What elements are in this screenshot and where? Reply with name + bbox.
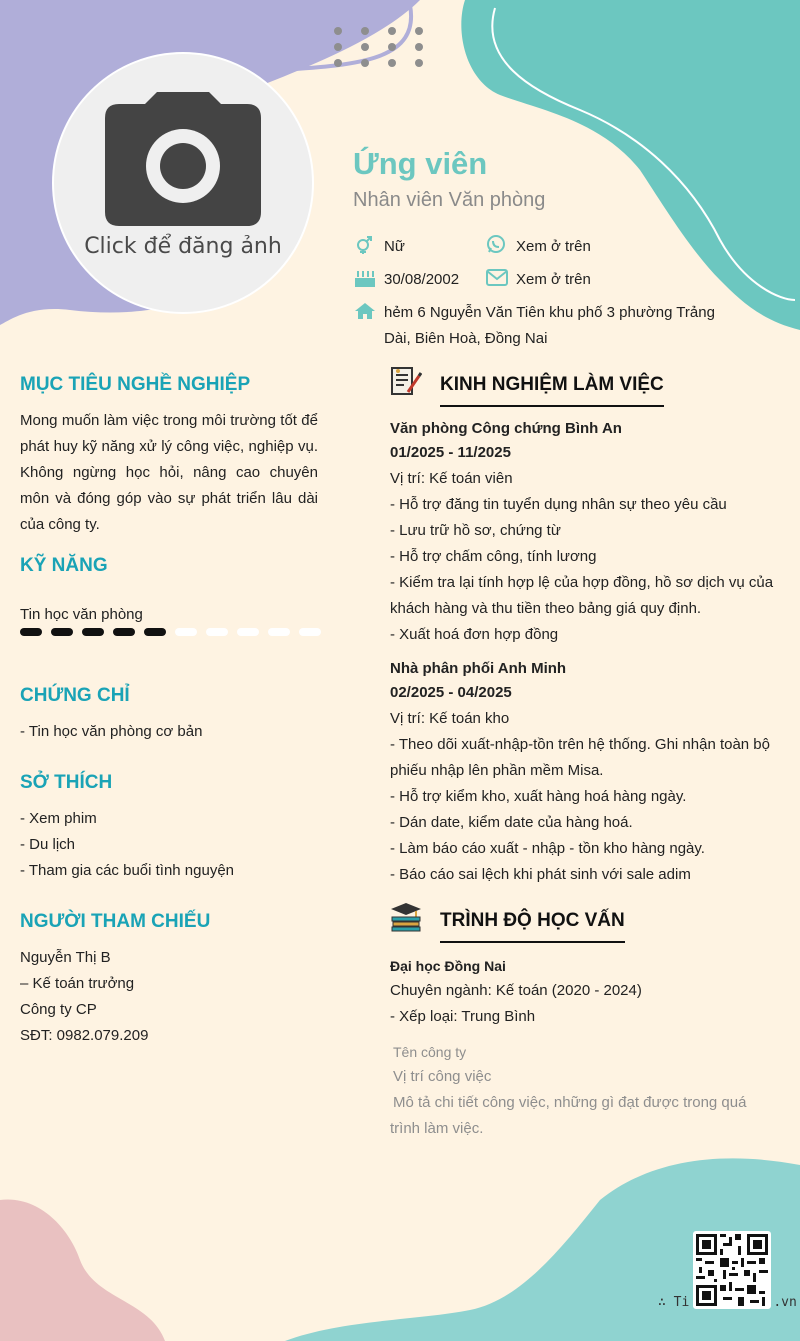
job-title: Nhân viên Văn phòng [353, 189, 546, 211]
job-line: - Làm báo cáo xuất - nhập - tồn kho hàng ngày. [390, 840, 705, 857]
experience-heading: KINH NGHIỆM LÀM VIỆC [440, 374, 664, 407]
address-line-2: Dài, Biên Hoà, Đồng Nai [384, 330, 548, 347]
skill-dot [175, 628, 197, 636]
reference-line: Nguyễn Thị B [20, 949, 111, 966]
job-period: 02/2025 - 04/2025 [390, 684, 512, 701]
experience-icon [390, 366, 422, 396]
skill-dot [206, 628, 228, 636]
job-line: phiếu nhập lên phần mềm Misa. [390, 762, 604, 779]
email-value: Xem ở trên [516, 271, 591, 288]
placeholder-description-end[interactable]: trình làm việc. [390, 1120, 484, 1137]
home-icon [354, 302, 376, 320]
school-name: Đại học Đồng Nai [390, 958, 506, 974]
skill-dot [82, 628, 104, 636]
skills-heading: KỸ NĂNG [20, 555, 108, 576]
gender-value: Nữ [384, 238, 405, 255]
references-heading: NGƯỜI THAM CHIẾU [20, 911, 211, 932]
skill-dot [113, 628, 135, 636]
skill-dot [299, 628, 321, 636]
job-line: Vị trí: Kế toán kho [390, 710, 510, 727]
camera-icon [105, 90, 261, 226]
skill-name: Tin học văn phòng [20, 606, 143, 623]
candidate-name: Ứng viên [353, 146, 488, 181]
job-line: - Hỗ trợ chấm công, tính lương [390, 548, 597, 565]
placeholder-description[interactable]: Mô tả chi tiết công việc, những gì đạt được trong quá [393, 1094, 747, 1111]
objective-text: Mong muốn làm việc trong môi trường tốt để phát huy kỹ năng xử lý công việc, nghiệp vụ. Không ngừng học hỏi, nâng cao chuyên môn và đóng góp vào sự phát triển lâu dài của công ty. [20, 412, 318, 533]
placeholder-position[interactable]: Vị trí công việc [393, 1068, 492, 1085]
skill-dot [268, 628, 290, 636]
hobby-item: - Tham gia các buổi tình nguyện [20, 862, 235, 879]
hobby-item: - Xem phim [20, 810, 97, 827]
hobbies-heading: SỞ THÍCH [20, 772, 113, 793]
job-line: khách hàng và thu tiền theo bảng giá quy định. [390, 600, 702, 617]
job-line: - Hỗ trợ kiểm kho, xuất hàng hoá hàng ngày. [390, 788, 687, 805]
job-line: - Lưu trữ hồ sơ, chứng từ [390, 522, 561, 539]
certificate-item: - Tin học văn phòng cơ bản [20, 723, 203, 740]
skill-dot [237, 628, 259, 636]
phone-icon [486, 234, 506, 254]
job-line: - Dán date, kiểm date của hàng hoá. [390, 814, 633, 831]
job-line: - Theo dõi xuất-nhập-tồn trên hệ thống. Ghi nhận toàn bộ [390, 736, 770, 753]
objective-heading: MỤC TIÊU NGHỀ NGHIỆP [20, 374, 251, 395]
reference-line: Công ty CP [20, 1001, 97, 1018]
education-icon [390, 902, 422, 932]
job-line: - Xuất hoá đơn hợp đồng [390, 626, 559, 643]
skill-level-bar [20, 628, 321, 636]
job-company: Nhà phân phối Anh Minh [390, 660, 567, 677]
phone-value: Xem ở trên [516, 238, 591, 255]
hobby-item: - Du lịch [20, 836, 76, 853]
birthday-cake-icon [354, 268, 376, 288]
job-line: Vị trí: Kế toán viên [390, 470, 513, 487]
watermark: ∴ Ti .vn [658, 1295, 797, 1310]
job-period: 01/2025 - 11/2025 [390, 444, 511, 461]
job-company: Văn phòng Công chứng Bình An [390, 420, 622, 437]
job-line: - Báo cáo sai lệch khi phát sinh với sale adim [390, 866, 691, 883]
skill-dot [51, 628, 73, 636]
placeholder-company[interactable]: Tên công ty [393, 1044, 467, 1060]
skill-dot [144, 628, 166, 636]
reference-line: – Kế toán trưởng [20, 975, 135, 992]
education-heading: TRÌNH ĐỘ HỌC VẤN [440, 910, 625, 943]
address-line-1: hẻm 6 Nguyễn Văn Tiên khu phố 3 phường Trảng [384, 304, 715, 321]
qr-code [693, 1231, 771, 1309]
job-line: - Hỗ trợ đăng tin tuyển dụng nhân sự theo yêu cầu [390, 496, 727, 513]
email-icon [486, 269, 508, 286]
certificates-heading: CHỨNG CHỈ [20, 685, 130, 706]
skill-dot [20, 628, 42, 636]
education-grade: - Xếp loại: Trung Bình [390, 1008, 536, 1025]
decorative-dots [330, 26, 430, 70]
gender-icon [354, 234, 374, 254]
education-major: Chuyên ngành: Kế toán (2020 - 2024) [390, 982, 642, 999]
avatar-caption: Click để đăng ảnh [84, 234, 282, 259]
job-line: - Kiểm tra lại tính hợp lệ của hợp đồng, hồ sơ dịch vụ của [390, 574, 774, 591]
avatar-upload[interactable] [52, 52, 314, 314]
qr-code-image [696, 1234, 768, 1306]
birthday-value: 30/08/2002 [384, 271, 460, 288]
reference-line: SĐT: 0982.079.209 [20, 1027, 149, 1044]
